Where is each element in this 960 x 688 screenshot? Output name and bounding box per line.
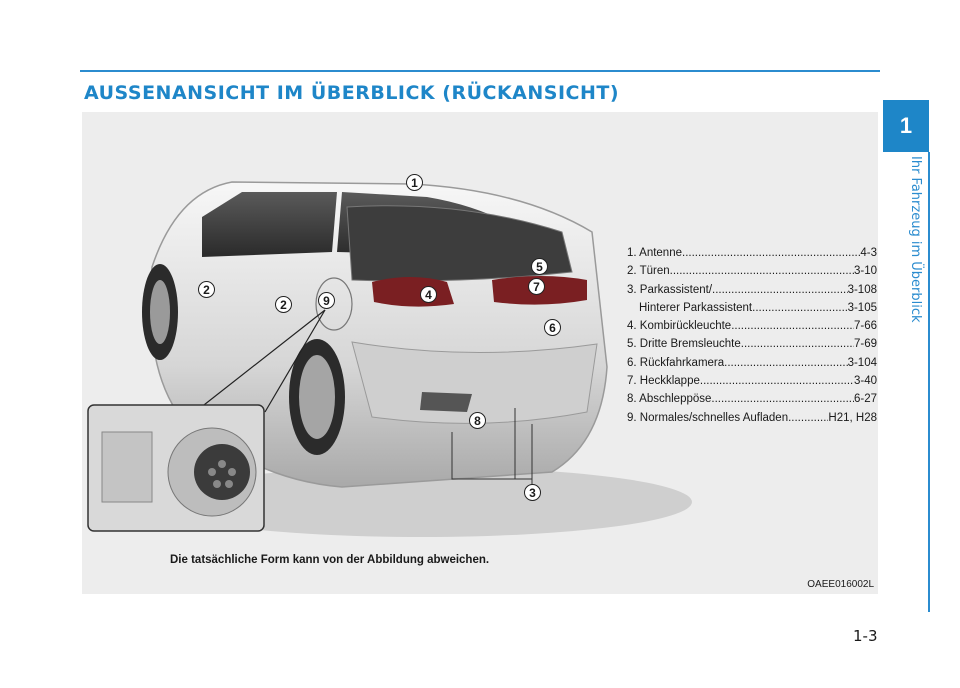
callout-charging: 9 bbox=[318, 292, 335, 309]
legend-item: 5. Dritte Bremsleuchte ..... 7-69 bbox=[627, 335, 877, 353]
side-rule bbox=[928, 152, 930, 612]
image-code: OAEE016002L bbox=[807, 579, 874, 590]
component-legend bbox=[627, 244, 877, 427]
legend-item: 2. Türen ..... 3-10 bbox=[627, 262, 877, 280]
callout-door-front: 2 bbox=[198, 281, 215, 298]
chapter-number-tab: 1 bbox=[883, 100, 929, 152]
page-title: AUSSENANSICHT IM ÜBERBLICK (RÜCKANSICHT) bbox=[84, 82, 620, 104]
callout-parking-assist: 3 bbox=[524, 484, 541, 501]
vehicle-illustration-panel bbox=[82, 112, 878, 594]
callout-brake-light: 5 bbox=[531, 258, 548, 275]
legend-item: 4. Kombirückleuchte ..... 7-66 bbox=[627, 317, 877, 335]
legend-item: Hinterer Parkassistent ..... 3-105 bbox=[627, 299, 877, 317]
callout-antenna: 1 bbox=[406, 174, 423, 191]
callout-tow-hook: 8 bbox=[469, 412, 486, 429]
callout-door-rear: 2 bbox=[275, 296, 292, 313]
callout-rear-camera: 6 bbox=[544, 319, 561, 336]
chapter-title: Ihr Fahrzeug im Überblick bbox=[908, 156, 923, 323]
page-number: 1-3 bbox=[853, 627, 878, 645]
legend-item: 6. Rückfahrkamera ..... 3-104 bbox=[627, 354, 877, 372]
disclaimer-note: Die tatsächliche Form kann von der Abbildung abweichen. bbox=[170, 554, 490, 566]
legend-item: 3. Parkassistent/ ..... 3-108 bbox=[627, 281, 877, 299]
legend-item: 1. Antenne ..... 4-3 bbox=[627, 244, 877, 262]
callout-tail-light: 4 bbox=[420, 286, 437, 303]
header-rule bbox=[80, 70, 880, 72]
legend-item: 7. Heckklappe ..... 3-40 bbox=[627, 372, 877, 390]
legend-item: 9. Normales/schnelles Aufladen ..... H21, H28 bbox=[627, 409, 877, 427]
callout-tailgate: 7 bbox=[528, 278, 545, 295]
legend-item: 8. Abschleppöse ..... 6-27 bbox=[627, 390, 877, 408]
